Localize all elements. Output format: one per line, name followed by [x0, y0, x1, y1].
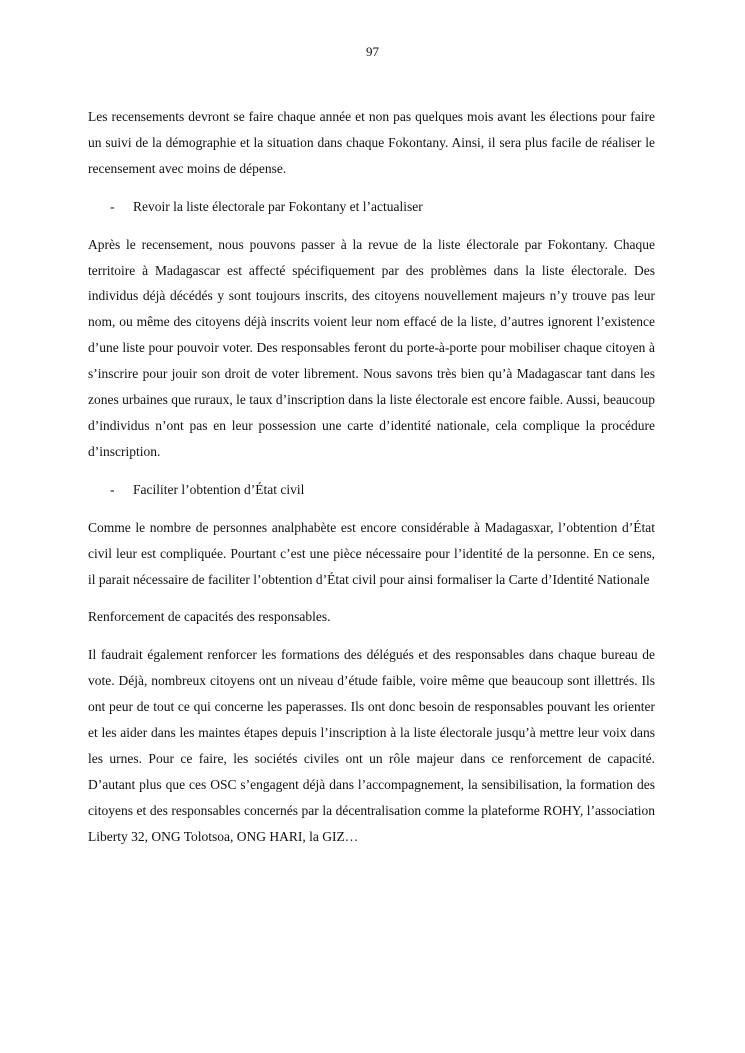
bullet-dash: -: [110, 198, 115, 214]
paragraph-recensements: Les recensements devront se faire chaque année et non pas quelques mois avant les élections pour faire un suivi de la démographie et la situation dans chaque Fokontany. Ainsi, il sera plus facile de réaliser le recensement avec moins de dépense.: [88, 109, 655, 176]
page-number: 97: [366, 44, 379, 59]
bullet-text: Revoir la liste électorale par Fokontany et l’actualiser: [133, 198, 423, 214]
page-body: [88, 104, 655, 862]
paragraph-etat-civil: Comme le nombre de personnes analphabète est encore considérable à Madagasxar, l’obtention d’État civil leur est compliquée. Pourtant c’est une pièce nécessaire pour l’identité de la personne. En ce sens, il parait nécessaire de faciliter l’obtention d’État civil pour ainsi formaliser la Carte d’Identité Nationale: [88, 519, 655, 587]
bullet-dash: -: [110, 481, 115, 497]
bullet-item-etat-civil: [88, 477, 655, 503]
bullet-text: Faciliter l’obtention d’État civil: [133, 481, 305, 497]
paragraph-renforcement-heading: Renforcement de capacités des responsables.: [88, 609, 331, 625]
bullet-item-liste-electorale: [88, 194, 655, 220]
paragraph-renforcement: Il faudrait également renforcer les formations des délégués et des responsables dans chaque bureau de vote. Déjà, nombreux citoyens ont un niveau d’étude faible, voire même que beaucoup sont illettrés. Ils ont peur de tout ce qui concerne les paperasses. Ils ont donc besoin de responsables pouvant les orienter et les aider dans les maintes étapes depuis l’inscription à la liste électorale jusqu’à mettre leur voix dans les urnes. Pour ce faire, les sociétés civiles ont un rôle majeur dans ce renforcement de capacité. D’autant plus que ces OSC s’engagent déjà dans l’accompagnement, la sensibilisation, la formation des citoyens et des responsables concernés par la décentralisation comme la plateforme ROHY, l’association Liberty 32, ONG Tolotsoa, ONG HARI, la GIZ…: [88, 647, 655, 844]
paragraph-liste-electorale: Après le recensement, nous pouvons passer à la revue de la liste électorale par Fokontany. Chaque territoire à Madagascar est affecté spécifiquement par des problèmes dans la liste électorale. Des individus déjà décédés y sont toujours inscrits, des citoyens nouvellement majeurs n’y trouve pas leur nom, ou même des citoyens déjà inscrits voient leur nom effacé de la liste, d’autres ignorent l’existence d’une liste pour pouvoir voter. Des responsables feront du porte-à-porte pour mobiliser chaque citoyen à s’inscrire pour jouir son droit de voter librement. Nous savons très bien qu’à Madagascar tant dans les zones urbaines que ruraux, le taux d’inscription dans la liste électorale est encore faible. Aussi, beaucoup d’individus n’ont pas en leur possession une carte d’identité nationale, cela complique la procédure d’inscription.: [88, 236, 655, 459]
